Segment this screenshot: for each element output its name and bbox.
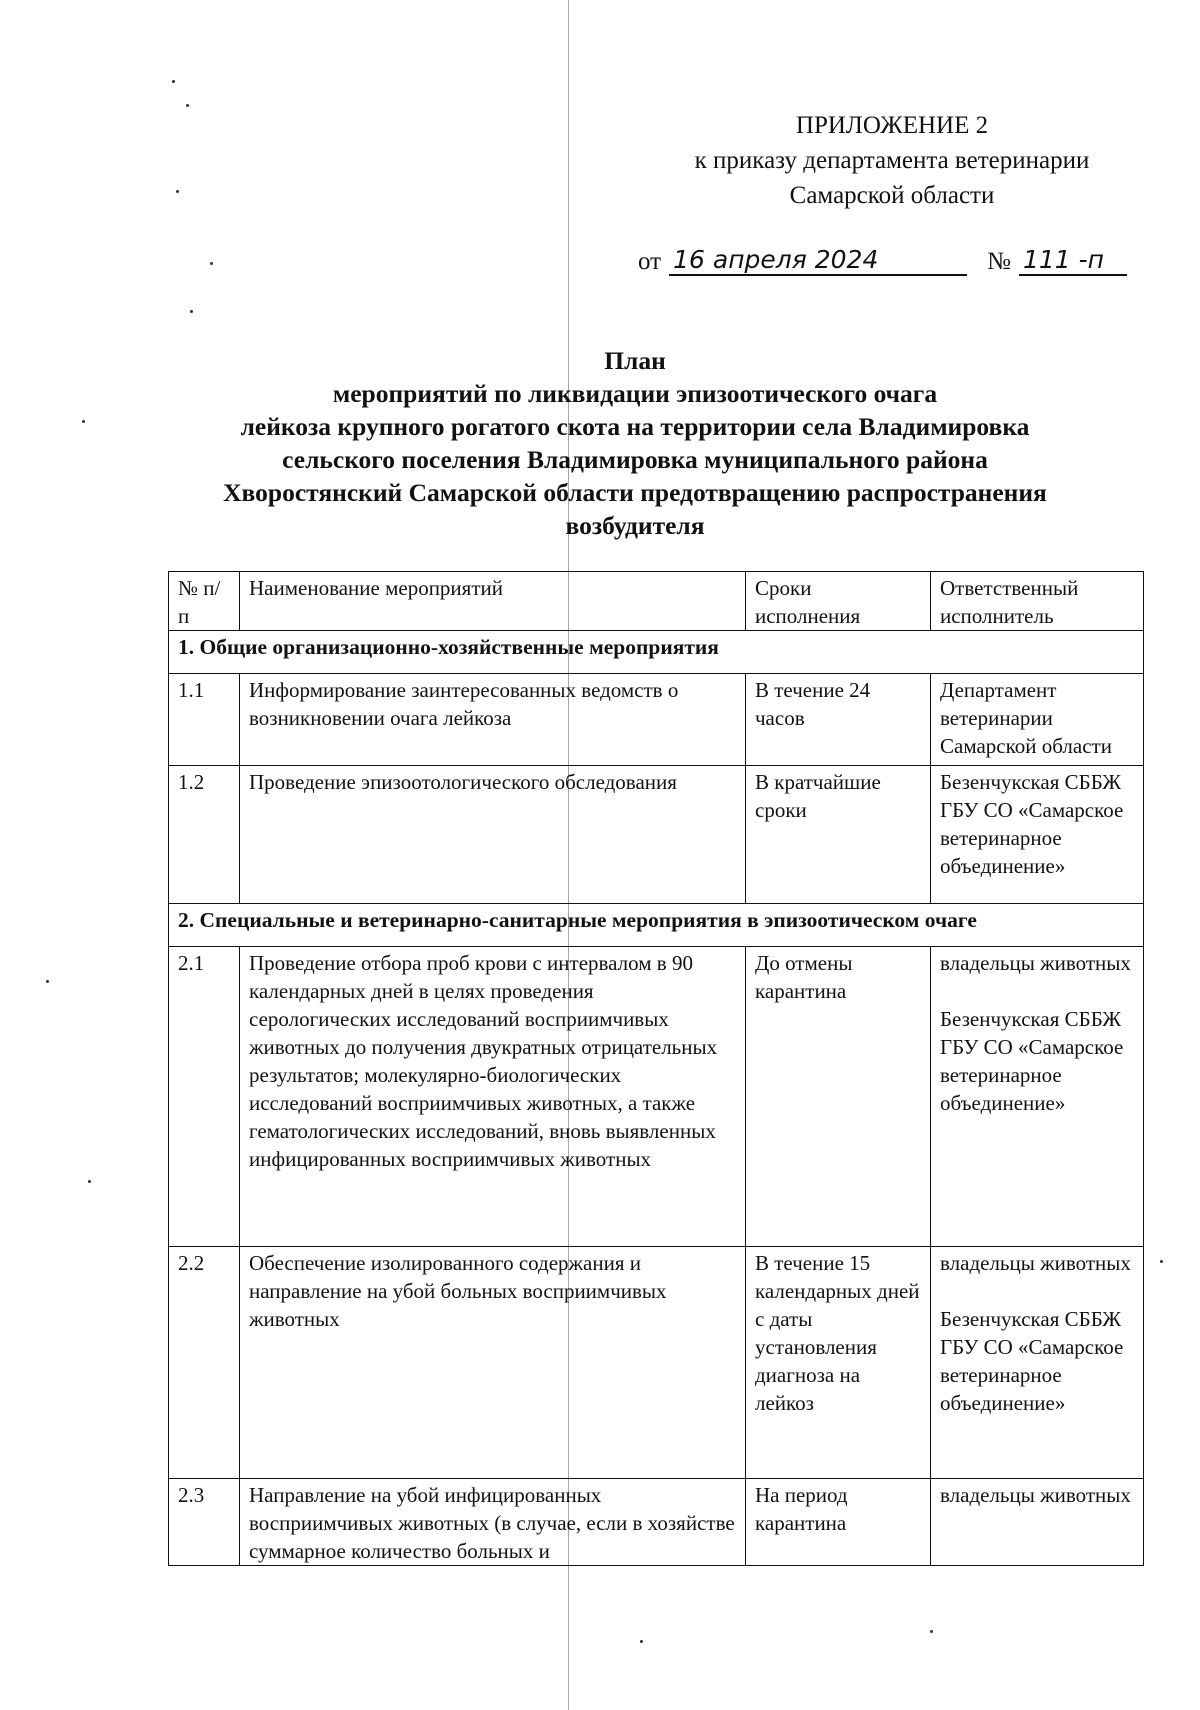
order-reference [638,246,1127,276]
section-row [169,904,1144,947]
row-executor [931,1479,1144,1566]
title-line: сельского поселения Владимировка муниципального района [282,445,988,474]
header-executor: Ответственный исполнитель [931,572,1144,631]
title-line: лейкоза крупного рогатого скота на территории села Владимировка [240,412,1030,441]
row-executor [931,947,1144,1247]
header-number: № п/п [169,572,240,631]
row-term: В течение 24 часов [746,674,931,766]
order-from-label: от [638,248,662,275]
table-header-row [169,572,1144,631]
appendix-line-2: Самарской области [789,182,995,209]
appendix-line-1: к приказу департамента ветеринарии [694,147,1090,174]
scan-speck [186,104,189,107]
executor-entry: владельцы животных [940,1483,1131,1507]
scan-speck [172,80,175,83]
row-number: 2.2 [169,1247,240,1479]
row-name: Информирование заинтересованных ведомств о возникновении очага лейкоза [240,674,746,766]
document-title [150,344,1120,542]
table-row [169,1247,1144,1479]
row-term: На период карантина [746,1479,931,1566]
scan-speck [88,1180,91,1183]
scan-speck [930,1630,933,1633]
title-line: План [604,346,666,375]
table-row [169,1479,1144,1566]
appendix-header [662,108,1122,213]
header-name: Наименование мероприятий [240,572,746,631]
title-line: Хворостянский Самарской области предотвращению распространения [223,478,1047,507]
row-name: Проведение отбора проб крови с интервалом в 90 календарных дней в целях проведения серологических исследований восприимчивых животных до получения двукратных отрицательных результатов; молекулярно-биологических исследований восприимчивых животных, а также гематологических исследований, вновь выявленных инфицированных восприимчивых животных [240,947,746,1247]
table-row [169,947,1144,1247]
order-date-handwritten: 16 апреля 2024 [669,246,967,276]
order-number-handwritten: 111 -п [1019,246,1127,276]
measures-table [168,571,1144,1566]
executor-entry: владельцы животных [940,1251,1131,1275]
scan-speck [210,262,213,265]
scan-speck [82,420,85,423]
scan-speck [46,980,49,983]
section-row [169,631,1144,674]
row-name: Обеспечение изолированного содержания и направление на убой больных восприимчивых животных [240,1247,746,1479]
row-number: 2.1 [169,947,240,1247]
scan-speck [640,1640,643,1643]
scan-speck [190,310,193,313]
executor-entry: Безенчукская СББЖ ГБУ СО «Самарское ветеринарное объединение» [940,770,1124,878]
executor-entry: владельцы животных [940,951,1131,975]
row-term: В кратчайшие сроки [746,766,931,904]
executor-entry: Департамент ветеринарии Самарской области [940,678,1112,758]
row-number: 2.3 [169,1479,240,1566]
row-term: До отмены карантина [746,947,931,1247]
scan-speck [176,190,179,193]
executor-entry: Безенчукская СББЖ ГБУ СО «Самарское ветеринарное объединение» [940,1007,1124,1115]
header-term: Сроки исполнения [746,572,931,631]
order-number-label: № [987,248,1011,275]
table-row [169,674,1144,766]
table-row [169,766,1144,904]
row-name: Проведение эпизоотологического обследования [240,766,746,904]
row-executor [931,766,1144,904]
scan-speck [1160,1260,1163,1263]
appendix-title: ПРИЛОЖЕНИЕ 2 [795,112,989,139]
row-term: В течение 15 календарных дней с даты установления диагноза на лейкоз [746,1247,931,1479]
row-number: 1.1 [169,674,240,766]
executor-entry: Безенчукская СББЖ ГБУ СО «Самарское ветеринарное объединение» [940,1307,1124,1415]
row-number: 1.2 [169,766,240,904]
row-executor [931,1247,1144,1479]
row-executor [931,674,1144,766]
section-title: 2. Специальные и ветеринарно-санитарные мероприятия в эпизоотическом очаге [169,904,1144,947]
title-line: возбудителя [565,511,705,540]
title-line: мероприятий по ликвидации эпизоотического очага [332,379,938,408]
section-title: 1. Общие организационно-хозяйственные мероприятия [169,631,1144,674]
row-name: Направление на убой инфицированных восприимчивых животных (в случае, если в хозяйстве суммарное количество больных и [240,1479,746,1566]
